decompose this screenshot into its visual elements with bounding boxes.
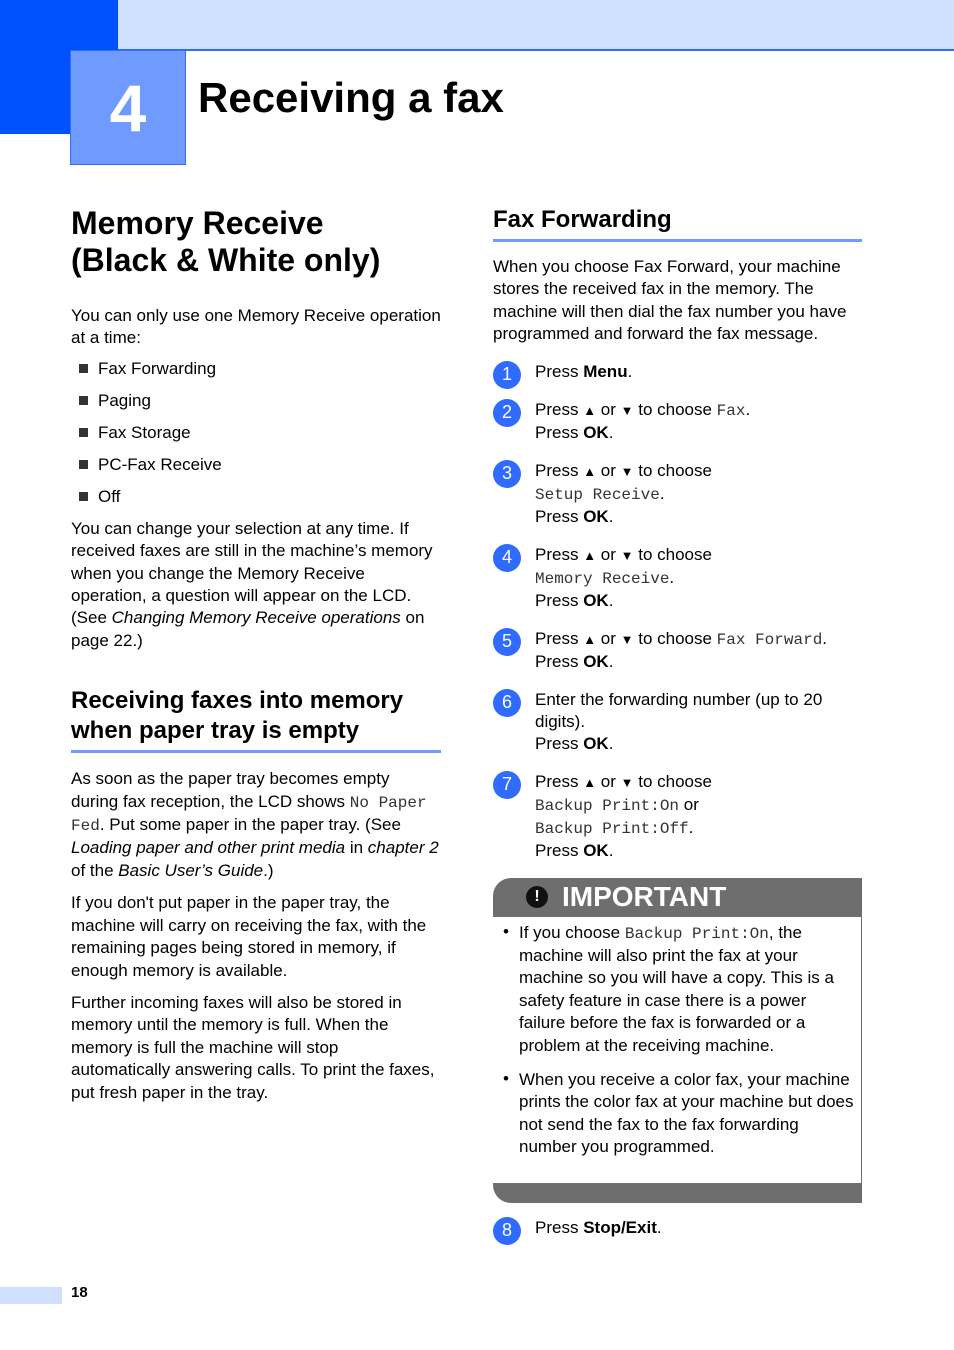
text-run: . [608, 840, 614, 860]
menu-key-label: Menu [583, 361, 628, 381]
step-4 [493, 544, 862, 612]
stop-exit-key-label: Stop/Exit [583, 1217, 657, 1237]
text-run: Press [535, 1217, 584, 1237]
list-item [79, 358, 441, 380]
text-run: . [669, 567, 675, 587]
step-1 [493, 361, 862, 383]
paper-tray-text [71, 768, 441, 882]
text-run: Press [535, 399, 584, 419]
text-run: to choose [633, 460, 712, 480]
text-run: As soon as the paper tray becomes empty during fax reception, the LCD shows [71, 769, 390, 811]
text-run: or [679, 794, 699, 814]
step-7 [493, 771, 862, 862]
lcd-option: Fax Forward [716, 630, 823, 649]
text-run: You can change your selection at any time. If received faxes are still in the machine’s memory when you change the Memory Receive operation, a question will appear on the LCD. (See [71, 518, 433, 628]
lcd-option: Setup Receive [535, 485, 660, 504]
text-run: . [822, 628, 828, 648]
list-item [493, 922, 857, 1057]
text-run: .) [263, 860, 274, 880]
list-item [79, 454, 441, 476]
text-run: on page 22.) [71, 608, 425, 650]
square-bullet-icon [79, 492, 88, 501]
step-number-icon: 2 [493, 399, 521, 427]
list-item-label: Off [98, 486, 121, 506]
text-run: . [608, 651, 614, 671]
text-run: . [659, 483, 665, 503]
cross-reference-link[interactable]: Loading paper and other print media [71, 838, 346, 858]
lcd-option: Memory Receive [535, 569, 670, 588]
text-run: . [656, 1217, 662, 1237]
header-band [0, 0, 954, 51]
lcd-option: Backup Print:Off [535, 819, 689, 838]
cross-reference-link[interactable]: Basic User’s Guide [118, 860, 264, 880]
list-item [79, 422, 441, 444]
list-item [79, 390, 441, 412]
important-label: IMPORTANT [562, 881, 727, 913]
chapter-number: 4 [109, 70, 147, 145]
bullet-icon: • [503, 1069, 509, 1089]
square-bullet-icon [79, 428, 88, 437]
list-item-label: Fax Forwarding [98, 358, 217, 378]
text-run: . Put some paper in the paper tray. (See [99, 815, 401, 835]
text-run: , the machine will also print the fax at your machine so you will have a copy. This is a safety feature in case there is a power failure before the fax is forwarded or a problem at the receiving machine. [519, 922, 834, 1055]
memory-full-text: Further incoming faxes will also be stored in memory until the memory is full. When the memory is full the machine will stop automatically answering calls. To print the faxes, put fresh paper in the tray. [71, 992, 435, 1102]
down-arrow-icon: ▼ [620, 547, 634, 563]
step-5 [493, 628, 862, 673]
step-3 [493, 460, 862, 528]
bullet-icon: • [503, 921, 509, 941]
text-run: When you receive a color fax, your machine prints the color fax at your machine but does not send the fax to the fax forwarding number you programmed. [519, 1070, 854, 1157]
fax-forwarding-heading: Fax Forwarding [493, 205, 862, 242]
square-bullet-icon [79, 396, 88, 405]
list-item-label: Fax Storage [98, 422, 191, 442]
fax-forwarding-intro: When you choose Fax Forward, your machine stores the received fax in the memory. The machine will then dial the fax number you have programmed and forward the fax message. [493, 257, 847, 344]
text-run: or [596, 399, 621, 419]
important-footer [493, 1183, 862, 1203]
option-list [79, 358, 441, 508]
ok-key-label: OK [583, 590, 609, 610]
chapter-title: Receiving a fax [198, 74, 504, 121]
text-run: . [608, 506, 614, 526]
text-run: or [596, 628, 621, 648]
text-run: Press [535, 771, 584, 791]
step-number-icon: 8 [493, 1217, 521, 1245]
text-run: . [745, 399, 751, 419]
lcd-option: Fax [716, 401, 746, 420]
list-item [79, 486, 441, 508]
page-tab [0, 1287, 62, 1304]
text-run: Press [535, 628, 584, 648]
step-number-icon: 3 [493, 460, 521, 488]
memory-receive-heading [71, 205, 441, 279]
step-6 [493, 689, 862, 755]
text-run: to choose [633, 771, 712, 791]
list-item-label: Paging [98, 390, 151, 410]
cross-reference-link[interactable]: chapter 2 [367, 838, 439, 858]
text-run: . [627, 361, 633, 381]
square-bullet-icon [79, 364, 88, 373]
cross-reference-link[interactable]: Changing Memory Receive operations [111, 608, 401, 628]
text-run: in [345, 838, 368, 858]
lcd-option: Backup Print:On [624, 924, 769, 943]
exclamation-icon: ! [526, 886, 548, 908]
text-run: Press [535, 460, 584, 480]
text-run: or [596, 544, 621, 564]
right-column [493, 205, 862, 1255]
lcd-option: Backup Print:On [535, 796, 680, 815]
no-paper-text: If you don't put paper in the paper tray, the machine will carry on receiving the fax, with the remaining pages being stored in memory, if enough memory is available. [71, 893, 427, 980]
text-run: Enter the forwarding number (up to 20 digits). [535, 689, 823, 731]
step-number-icon: 6 [493, 689, 521, 717]
text-run: Press [535, 733, 584, 753]
square-bullet-icon [79, 460, 88, 469]
lcd-message: No Paper Fed [71, 793, 427, 836]
up-arrow-icon: ▲ [583, 547, 597, 563]
text-run: Press [535, 506, 584, 526]
important-header [493, 878, 862, 917]
up-arrow-icon: ▲ [583, 774, 597, 790]
step-2 [493, 399, 862, 444]
step-number-icon: 1 [493, 361, 521, 389]
text-run: Press [535, 422, 584, 442]
down-arrow-icon: ▼ [620, 463, 634, 479]
ok-key-label: OK [583, 506, 609, 526]
ok-key-label: OK [583, 651, 609, 671]
step-8 [493, 1217, 862, 1239]
text-run: . [608, 590, 614, 610]
ok-key-label: OK [583, 733, 609, 753]
intro-text: You can only use one Memory Receive operation at a time: [71, 306, 441, 348]
text-run: Press [535, 590, 584, 610]
text-run: Press [535, 544, 584, 564]
heading-line-2: (Black & White only) [71, 242, 381, 278]
text-run: to choose [633, 544, 712, 564]
ok-key-label: OK [583, 840, 609, 860]
text-run: or [596, 460, 621, 480]
change-selection-text [71, 518, 441, 652]
text-run: of the [71, 860, 119, 880]
text-run: Press [535, 651, 584, 671]
up-arrow-icon: ▲ [583, 463, 597, 479]
important-body [493, 917, 862, 1183]
step-number-icon: 4 [493, 544, 521, 572]
down-arrow-icon: ▼ [620, 402, 634, 418]
down-arrow-icon: ▼ [620, 631, 634, 647]
ok-key-label: OK [583, 422, 609, 442]
text-run: or [596, 771, 621, 791]
step-number-icon: 5 [493, 628, 521, 656]
text-run: Press [535, 840, 584, 860]
up-arrow-icon: ▲ [583, 402, 597, 418]
list-item [493, 1069, 857, 1159]
chapter-number-box [70, 50, 186, 165]
text-run: If you choose [519, 922, 625, 942]
heading-line-1: Memory Receive [71, 205, 324, 241]
text-run: . [688, 817, 694, 837]
up-arrow-icon: ▲ [583, 631, 597, 647]
paper-tray-empty-heading: Receiving faxes into memory when paper tray is empty [71, 686, 441, 753]
left-column [71, 205, 441, 1104]
text-run: to choose [633, 399, 717, 419]
text-run: Press [535, 361, 584, 381]
text-run: . [608, 422, 614, 442]
step-number-icon: 7 [493, 771, 521, 799]
page-number: 18 [71, 1284, 88, 1301]
text-run: to choose [633, 628, 717, 648]
down-arrow-icon: ▼ [620, 774, 634, 790]
text-run: . [608, 733, 614, 753]
list-item-label: PC-Fax Receive [98, 454, 222, 474]
